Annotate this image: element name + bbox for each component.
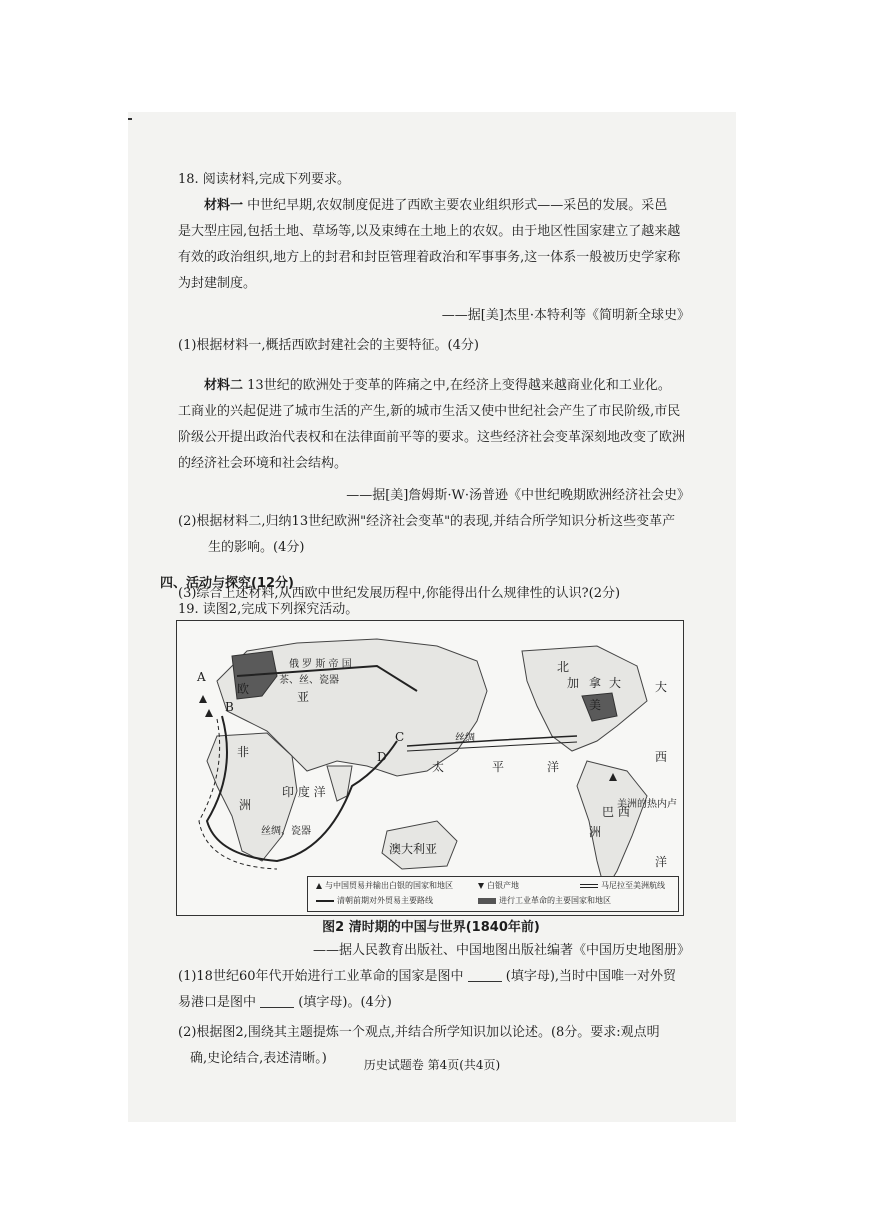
material-2-line-1 [178,373,690,399]
question-18 [178,167,690,607]
q19-sub-1-line-1: (1)18世纪60年代开始进行工业革命的国家是图中 (填字母),当时中国唯一对外贸 [178,969,677,984]
legend-manila-route: 马尼拉至美洲航线 [580,880,665,891]
material-1-line-2: 是大型庄园,包括土地、草场等,以及束缚在土地上的农奴。由于地区性国家建立了越来越 [178,224,681,239]
label-indian-ocean: 印 度 洋 [282,785,326,799]
figure-source: ——据人民教育出版社、中国地图出版社编著《中国历史地图册》 [312,943,690,958]
material-1-line-1 [178,193,690,219]
material-1-source: ——据[美]杰里·本特利等《简明新全球史》 [441,308,690,323]
material-2-label: 材料二 [204,378,244,393]
scan-mark [128,118,132,120]
line-icon [316,900,334,902]
label-pacific-2: 平 [492,760,505,774]
double-arrow-icon [580,883,598,889]
figure-caption: 图2 清时期的中国与世界(1840年前) [322,920,540,935]
q19-sub-1-line-2: 易港口是图中 (填字母)。(4分) [178,995,392,1010]
answer-blank-1[interactable] [468,967,502,982]
label-ship-goods: 丝绸、瓷器 [261,826,311,837]
label-europe: 欧 [237,682,250,696]
material-2-line-4: 的经济社会环境和社会结构。 [178,456,348,471]
material-1-label: 材料一 [204,198,244,213]
label-africa: 非 [237,745,250,759]
label-australia: 澳大利亚 [389,842,438,856]
map-graphic [177,621,683,915]
label-south-america: 洲 [589,825,602,839]
point-d: D [377,750,387,764]
label-pacific-3: 洋 [547,760,560,774]
q19-sub-2-line-1: (2)根据图2,围绕其主题提炼一个观点,并结合所学知识加以论述。(8分。要求:观点明 [178,1025,660,1040]
label-north: 北 [557,660,570,674]
triangle-icon [316,883,322,889]
label-goods: 茶、丝、瓷器 [279,675,339,686]
material-1-line-4: 为封建制度。 [178,276,257,291]
q18-sub-3: (3)综合上述材料,从西欧中世纪发展历程中,你能得出什么规律性的认识?(2分) [178,586,621,601]
label-canada-1: 加 [567,676,580,690]
section-4-title: 四、活动与探究(12分) [160,576,294,591]
inverted-triangle-icon [478,883,484,889]
point-b: B [225,700,234,714]
label-brazil: 巴 西 [602,805,630,819]
material-2-line-3: 阶级公开提出政治代表权和在法律面前平等的要求。这些经济社会变革深刻地改变了欧洲 [178,430,686,445]
map-legend [307,876,679,912]
q18-sub-1: (1)根据材料一,概括西欧封建社会的主要特征。(4分) [178,338,479,353]
silver-marker-2 [199,695,207,703]
label-ocean-west: 洋 [655,855,668,869]
point-c: C [395,730,405,744]
legend-trade-route: 清朝前期对外贸易主要路线 [316,895,433,906]
section-4 [160,571,672,623]
q18-sub-2-line-2: 生的影响。(4分) [208,540,305,555]
material-2-source: ——据[美]詹姆斯·W·汤普逊《中世纪晚期欧洲经济社会史》 [346,488,690,503]
material-2-text: 13世纪的欧洲处于变革的阵痛之中,在经济上变得越来越商业化和工业化。 [247,378,671,393]
world-map-figure [176,620,684,916]
label-silk-route: 丝绸 [455,733,475,744]
point-a: A [197,670,206,684]
q19-head: 19. 读图2,完成下列探究活动。 [178,602,359,617]
q19-sub-2-line-2: 确,史论结合,表述清晰。) [190,1051,327,1066]
q18-sub-2-line-1: (2)根据材料二,归纳13世纪欧洲"经济社会变革"的表现,并结合所学知识分析这些变革产 [178,514,676,529]
silver-marker-1 [205,709,213,717]
label-usa: 美 [589,698,602,712]
material-2-line-2: 工商业的兴起促进了城市生活的产生,新的城市生活又使中世纪社会产生了市民阶级,市民 [178,404,681,419]
label-russia: 俄 罗 斯 帝 国 [289,659,352,670]
label-africa-2: 洲 [239,798,252,812]
label-canada-2: 拿 [589,676,602,690]
label-pacific-1: 太 [432,760,445,774]
material-1-text: 中世纪早期,农奴制度促进了西欧主要农业组织形式——采邑的发展。采邑 [247,198,668,213]
label-canada-3: 大 [609,676,622,690]
legend-silver-export: 与中国贸易并输出白银的国家和地区 [316,880,453,891]
legend-industrial: 进行工业革命的主要国家和地区 [478,895,611,906]
q18-head: 18. 阅读材料,完成下列要求。 [178,172,350,187]
legend-silver-origin: 白银产地 [478,880,519,891]
shaded-box-icon [478,898,496,904]
label-atlantic: 大 [655,680,668,694]
answer-blank-2[interactable] [260,993,294,1008]
material-1-line-3: 有效的政治组织,地方上的封君和封臣管理着政治和军事事务,这一体系一般被历史学家称 [178,250,681,265]
page-footer: 历史试题卷 第4页(共4页) [363,1058,501,1072]
label-asia: 亚 [297,690,310,704]
label-rio: 美洲的热内卢 [617,799,677,810]
label-west: 西 [655,750,668,764]
